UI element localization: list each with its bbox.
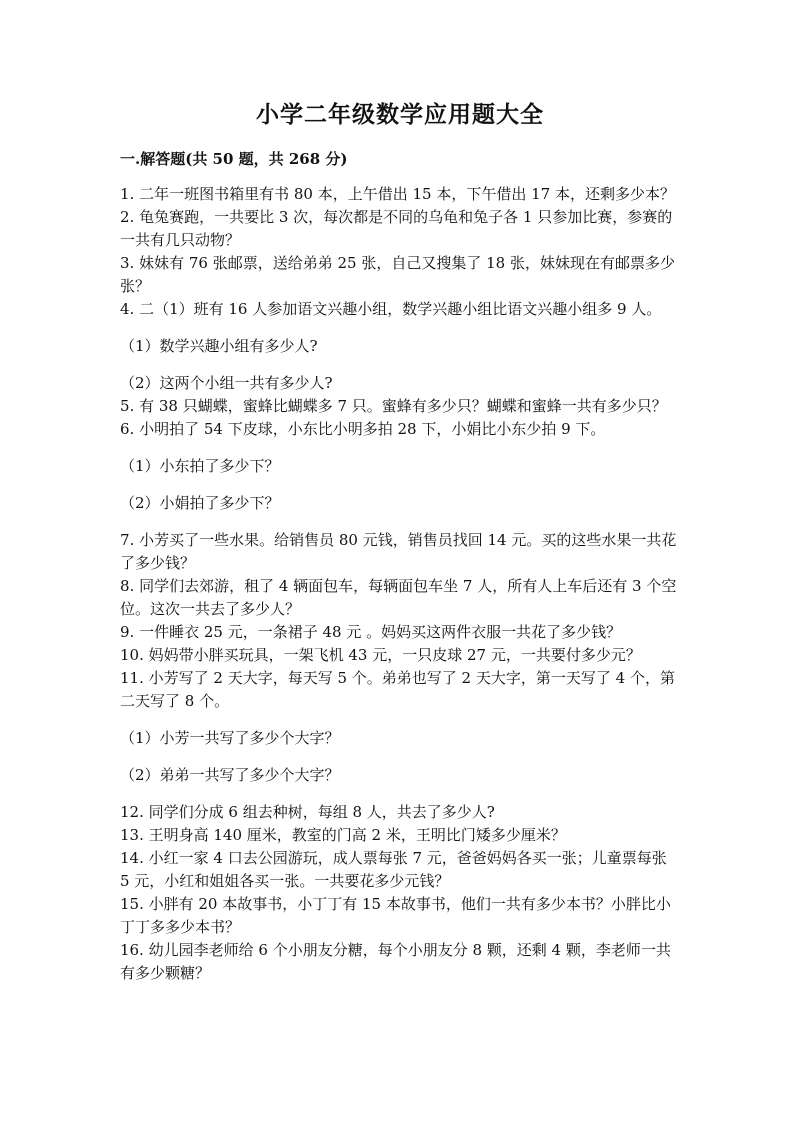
question-4: 4. 二（1）班有 16 人参加语文兴趣小组，数学兴趣小组比语文兴趣小组多 9 人。 xyxy=(120,300,662,318)
section-heading: 一.解答题(共 50 题，共 268 分) xyxy=(120,150,348,168)
question-3: 3. 妹妹有 76 张邮票，送给弟弟 25 张，自己又搜集了 18 张，妹妹现在有邮票多少张？ xyxy=(120,254,675,295)
spacer xyxy=(120,713,680,727)
page-title: 小学二年级数学应用题大全 xyxy=(256,101,544,128)
spacer xyxy=(120,515,680,529)
question-2: 2. 龟兔赛跑，一共要比 3 次，每次都是不同的乌龟和兔子各 1 只参加比赛，参赛的一共有几只动物？ xyxy=(120,208,673,249)
question-8: 8. 同学们去郊游，租了 4 辆面包车，每辆面包车坐 7 人，所有人上车后还有 3 个空位。这次一共去了多少人？ xyxy=(120,577,677,618)
spacer xyxy=(120,787,680,801)
spacer xyxy=(120,321,680,335)
spacer xyxy=(120,441,680,455)
question-6-part-2: （2）小娟拍了多少下？ xyxy=(120,494,280,512)
question-1: 1. 二年一班图书箱里有书 80 本，上午借出 15 本，下午借出 17 本，还剩多少本？ xyxy=(120,185,675,203)
question-4-part-2: （2）这两个小组一共有多少人? xyxy=(120,374,333,392)
question-16: 16. 幼儿园李老师给 6 个小朋友分糖，每个小朋友分 8 颗，还剩 4 颗，李老师一共有多少颗糖？ xyxy=(120,941,671,982)
question-11: 11. 小芳写了 2 天大字，每天写 5 个。弟弟也写了 2 天大字，第一天写了 4 个，第二天写了 8 个。 xyxy=(120,669,675,710)
question-15: 15. 小胖有 20 本故事书，小丁丁有 15 本故事书，他们一共有多少本书？小胖比小丁丁多多少本书？ xyxy=(120,895,671,936)
spacer xyxy=(120,358,680,372)
question-14: 14. 小红一家 4 口去公园游玩，成人票每张 7 元，爸爸妈妈各买一张；儿童票每张 5 元，小红和姐姐各买一张。一共要花多少元钱？ xyxy=(120,849,667,890)
question-10: 10. 妈妈带小胖买玩具，一架飞机 43 元，一只皮球 27 元，一共要付多少元？ xyxy=(120,646,641,664)
question-6: 6. 小明拍了 54 下皮球，小东比小明多拍 28 下，小娟比小东少拍 9 下。 xyxy=(120,420,606,438)
question-12: 12. 同学们分成 6 组去种树，每组 8 人，共去了多少人? xyxy=(120,803,495,821)
question-11-part-1: （1）小芳一共写了多少个大字？ xyxy=(120,729,340,747)
question-13: 13. 王明身高 140 厘米，教室的门高 2 米，王明比门矮多少厘米？ xyxy=(120,826,566,844)
question-4-part-1: （1）数学兴趣小组有多少人? xyxy=(120,337,318,355)
spacer xyxy=(120,750,680,764)
question-9: 9. 一件睡衣 25 元，一条裙子 48 元 。妈妈买这两件衣服一共花了多少钱？ xyxy=(120,623,622,641)
question-5: 5. 有 38 只蝴蝶，蜜蜂比蝴蝶多 7 只。蜜蜂有多少只？蝴蝶和蜜蜂一共有多少只？ xyxy=(120,397,667,415)
question-6-part-1: （1）小东拍了多少下？ xyxy=(120,457,280,475)
question-7: 7. 小芳买了一些水果。给销售员 80 元钱，销售员找回 14 元。买的这些水果一共花了多少钱？ xyxy=(120,531,677,572)
question-list xyxy=(120,183,680,985)
spacer xyxy=(120,478,680,492)
question-11-part-2: （2）弟弟一共写了多少个大字？ xyxy=(120,766,340,784)
